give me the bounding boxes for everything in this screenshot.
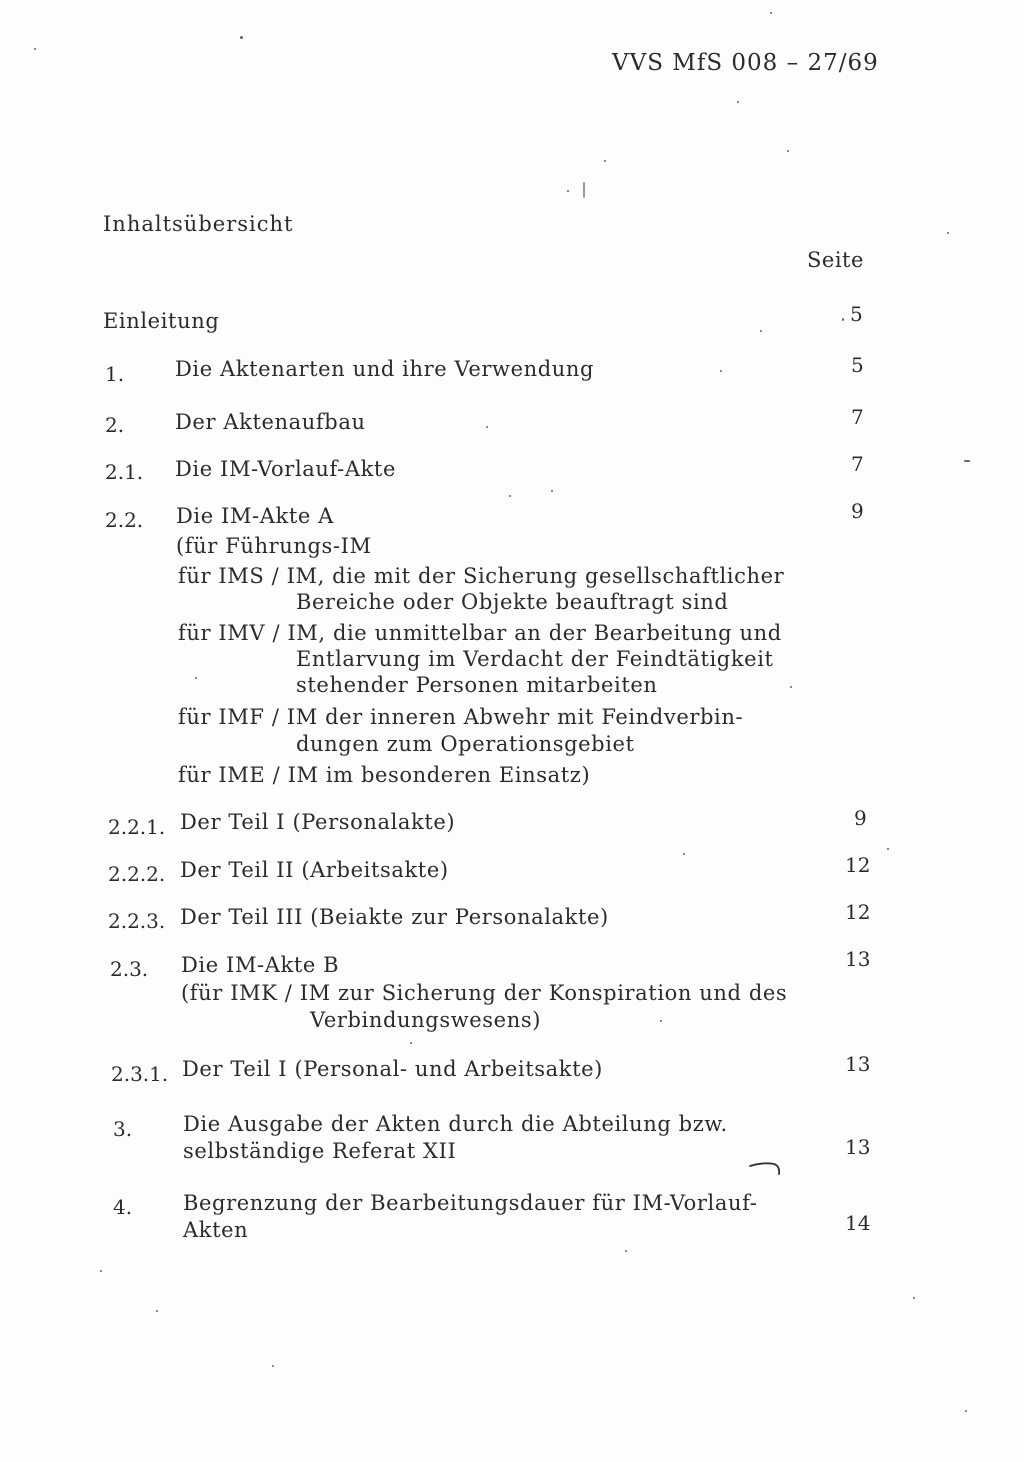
scan-speck	[760, 330, 762, 332]
toc-entry-subline: für IMV / IM, die unmittelbar an der Bearbeitung und	[178, 621, 782, 645]
toc-entry-number: 2.3.1.	[111, 1062, 169, 1086]
scan-speck	[486, 426, 488, 428]
toc-entry-number: 2.1.	[105, 460, 144, 484]
scan-speck	[34, 48, 36, 50]
toc-entry-number: 4.	[113, 1195, 133, 1219]
toc-entry-title: Die IM-Akte A	[176, 504, 334, 528]
scan-speck	[887, 848, 889, 850]
scan-speck	[100, 1270, 102, 1272]
scan-speck	[790, 686, 792, 688]
scan-speck	[913, 1297, 915, 1299]
toc-entry-page: 9	[854, 806, 867, 830]
scan-speck	[195, 677, 197, 679]
toc-entry-title: Der Teil I (Personal- und Arbeitsakte)	[182, 1057, 603, 1081]
toc-entry-number: 3.	[113, 1117, 133, 1141]
toc-entry-subline: für IMF / IM der inneren Abwehr mit Feindverbin-	[178, 705, 744, 729]
scan-speck	[965, 1410, 967, 1412]
scan-speck	[509, 495, 511, 497]
toc-entry-title: Der Aktenaufbau	[175, 410, 366, 434]
toc-entry-page: 14	[845, 1211, 871, 1235]
toc-entry-title: Die IM-Vorlauf-Akte	[175, 457, 396, 481]
toc-entry-subline: dungen zum Operationsgebiet	[296, 732, 635, 756]
scan-speck	[842, 318, 844, 321]
toc-entry-page: 5	[851, 353, 864, 377]
toc-entry-page: 12	[845, 853, 871, 877]
toc-entry-subline: (für Führungs-IM	[176, 534, 372, 558]
toc-entry-number: 2.2.1.	[108, 815, 166, 839]
toc-entry-page: 9	[851, 499, 864, 523]
scan-speck	[625, 1250, 627, 1252]
toc-entry-number: 2.2.3.	[108, 909, 166, 933]
scan-speck	[947, 232, 949, 234]
scan-speck	[583, 182, 585, 198]
scan-speck	[551, 490, 553, 492]
toc-entry-subline: stehender Personen mitarbeiten	[296, 673, 658, 697]
scan-speck	[410, 1042, 412, 1044]
toc-entry-page: 13	[845, 1052, 871, 1076]
toc-entry-title: Der Teil III (Beiakte zur Personalakte)	[180, 905, 609, 929]
scan-speck	[272, 1365, 274, 1367]
scan-speck	[156, 1310, 158, 1312]
toc-entry-page: 7	[851, 452, 864, 476]
scan-speck	[660, 1020, 662, 1022]
toc-entry-title-continued: Akten	[183, 1218, 249, 1242]
toc-entry-subline: Bereiche oder Objekte beauftragt sind	[296, 590, 729, 614]
toc-entry-page: 5	[850, 302, 863, 326]
toc-entry-title: Die IM-Akte B	[181, 953, 340, 977]
toc-entry-subline: Entlarvung im Verdacht der Feindtätigkeit	[296, 647, 774, 671]
toc-entry-number: 2.	[105, 413, 125, 437]
scan-speck	[770, 12, 772, 14]
scan-speck	[787, 150, 789, 152]
toc-entry-number: 1.	[105, 362, 125, 386]
pen-mark-icon	[748, 1158, 784, 1180]
toc-entry-subline: für IME / IM im besonderen Einsatz)	[178, 763, 591, 787]
page-column-label: Seite	[807, 248, 864, 272]
toc-entry-title: Der Teil II (Arbeitsakte)	[180, 858, 449, 882]
scan-speck	[964, 460, 970, 462]
toc-title: Inhaltsübersicht	[103, 212, 294, 236]
toc-entry-subline: für IMS / IM, die mit der Sicherung gesellschaftlicher	[178, 564, 785, 588]
toc-entry-title: Die Aktenarten und ihre Verwendung	[175, 357, 595, 381]
scan-speck	[737, 101, 739, 103]
toc-entry-title: Begrenzung der Bearbeitungsdauer für IM-Vorlauf-	[183, 1191, 758, 1215]
toc-entry-number: 2.2.	[105, 508, 144, 532]
toc-entry-subline: (für IMK / IM zur Sicherung der Konspiration und des	[181, 981, 788, 1005]
toc-entry-page: 13	[845, 947, 871, 971]
toc-entry-number: 2.3.	[110, 957, 149, 981]
scan-speck	[240, 36, 243, 39]
toc-entry-number: 2.2.2.	[108, 862, 166, 886]
toc-entry-page: 13	[845, 1135, 871, 1159]
toc-entry-title: Der Teil I (Personalakte)	[180, 810, 456, 834]
toc-entry-page: 7	[851, 405, 864, 429]
document-reference: VVS MfS 008 – 27/69	[612, 50, 879, 76]
toc-entry-title-continued: selbständige Referat XII	[183, 1139, 457, 1163]
toc-entry-page: 12	[845, 900, 871, 924]
scan-speck	[683, 853, 685, 855]
scan-speck	[567, 190, 569, 192]
scan-speck	[604, 160, 606, 162]
toc-entry-title: Die Ausgabe der Akten durch die Abteilung bzw.	[183, 1112, 728, 1136]
toc-entry-title: Einleitung	[103, 309, 220, 333]
toc-entry-subline: Verbindungswesens)	[310, 1008, 542, 1032]
scan-speck	[720, 370, 722, 372]
